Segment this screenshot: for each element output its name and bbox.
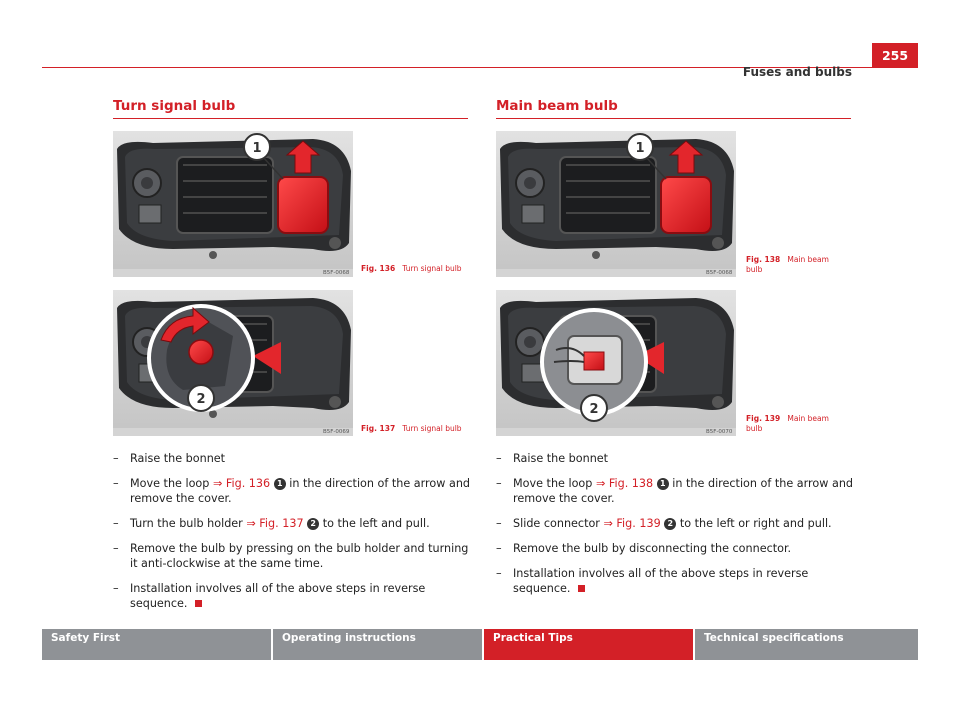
figure-reference-link[interactable]: ⇒ Fig. 137 <box>246 517 304 530</box>
tab-safety-first[interactable]: Safety First <box>42 629 271 660</box>
figure-139-callout: 2 <box>589 402 599 417</box>
left-heading-rule <box>113 118 468 119</box>
step-text: Installation involves all of the above steps in reverse sequence. <box>513 567 809 595</box>
tab-practical-tips[interactable]: Practical Tips <box>484 629 693 660</box>
right-steps <box>496 451 854 606</box>
left-heading: Turn signal bulb <box>113 98 236 114</box>
step-item: – Slide connector ⇒ Fig. 139 2 to the left or right and pull. <box>496 517 832 530</box>
figure-139-text: Main beam bulb <box>746 414 829 433</box>
figure-reference-link[interactable]: ⇒ Fig. 139 <box>603 517 661 530</box>
step-text: to the left and pull. <box>319 517 430 530</box>
step-item: – Remove the bulb by disconnecting the connector. <box>496 542 792 555</box>
figure-137-code: B5F-0069 <box>323 429 350 435</box>
step-text: Move the loop <box>513 477 596 490</box>
step-text: Remove the bulb by disconnecting the connector. <box>513 542 792 555</box>
end-of-section-marker <box>195 600 202 607</box>
figure-136-label: Fig. 136 <box>361 264 396 273</box>
callout-badge: 1 <box>657 478 669 490</box>
figure-137-label: Fig. 137 <box>361 424 396 433</box>
figure-139-code: B5F-0070 <box>706 429 733 435</box>
step-text: Turn the bulb holder <box>130 517 247 530</box>
step-item: – Turn the bulb holder ⇒ Fig. 137 2 to the left and pull. <box>113 517 430 530</box>
step-item: – Installation involves all of the above steps in reverse sequence. <box>496 567 809 595</box>
figure-139-label: Fig. 139 <box>746 414 781 423</box>
tab-operating-instructions[interactable]: Operating instructions <box>273 629 482 660</box>
page-number: 255 <box>872 43 918 68</box>
figure-136-callout: 1 <box>252 141 262 156</box>
figure-136-image <box>113 131 353 277</box>
callout-badge: 2 <box>307 518 319 530</box>
figure-reference-link[interactable]: ⇒ Fig. 138 <box>595 477 654 490</box>
figure-136-caption <box>361 264 462 274</box>
figure-reference-link[interactable]: ⇒ Fig. 136 <box>212 477 271 490</box>
figure-137-callout: 2 <box>196 392 206 407</box>
step-text: Slide connector <box>513 517 604 530</box>
figure-139-image <box>496 290 736 436</box>
end-of-section-marker <box>578 585 585 592</box>
figure-137-caption <box>361 424 462 434</box>
figure-138-code: B5F-0068 <box>706 270 733 276</box>
left-steps <box>113 451 471 621</box>
step-item: – Installation involves all of the above steps in reverse sequence. <box>113 582 426 610</box>
step-item: – Move the loop ⇒ Fig. 136 1 in the direction of the arrow and remove the cover. <box>113 477 471 505</box>
figure-138-caption <box>746 255 846 275</box>
figure-138-text: Main beam bulb <box>746 255 829 274</box>
right-heading-rule <box>496 118 851 119</box>
step-item: – Remove the bulb by pressing on the bulb holder and turning it anti-clockwise at the same time. <box>113 542 469 570</box>
callout-badge: 1 <box>274 478 286 490</box>
footer-nav <box>42 629 918 660</box>
figure-139-caption <box>746 414 846 434</box>
step-text: in the direction of the arrow and remove the cover. <box>513 477 854 505</box>
figure-136-code: B5F-0068 <box>323 270 350 276</box>
right-heading: Main beam bulb <box>496 98 618 114</box>
figure-138-image <box>496 131 736 277</box>
step-text: to the left or right and pull. <box>676 517 832 530</box>
step-item: – Raise the bonnet <box>113 452 226 465</box>
step-text: Raise the bonnet <box>130 452 226 465</box>
callout-badge: 2 <box>664 518 676 530</box>
step-item: – Move the loop ⇒ Fig. 138 1 in the direction of the arrow and remove the cover. <box>496 477 854 505</box>
step-text: Move the loop <box>130 477 213 490</box>
figure-138-callout: 1 <box>635 141 645 156</box>
step-text: Raise the bonnet <box>513 452 609 465</box>
figure-136-text: Turn signal bulb <box>402 264 462 273</box>
step-text: in the direction of the arrow and remove the cover. <box>130 477 471 505</box>
step-text: Remove the bulb by pressing on the bulb holder and turning it anti-clockwise at the same time. <box>130 542 469 570</box>
tab-technical-specifications[interactable]: Technical specifications <box>695 629 918 660</box>
figure-137-image <box>113 290 353 436</box>
figure-137-text: Turn signal bulb <box>402 424 462 433</box>
step-text: Installation involves all of the above steps in reverse sequence. <box>130 582 426 610</box>
figure-138-label: Fig. 138 <box>746 255 781 264</box>
step-item: – Raise the bonnet <box>496 452 609 465</box>
section-title: Fuses and bulbs <box>742 65 852 79</box>
